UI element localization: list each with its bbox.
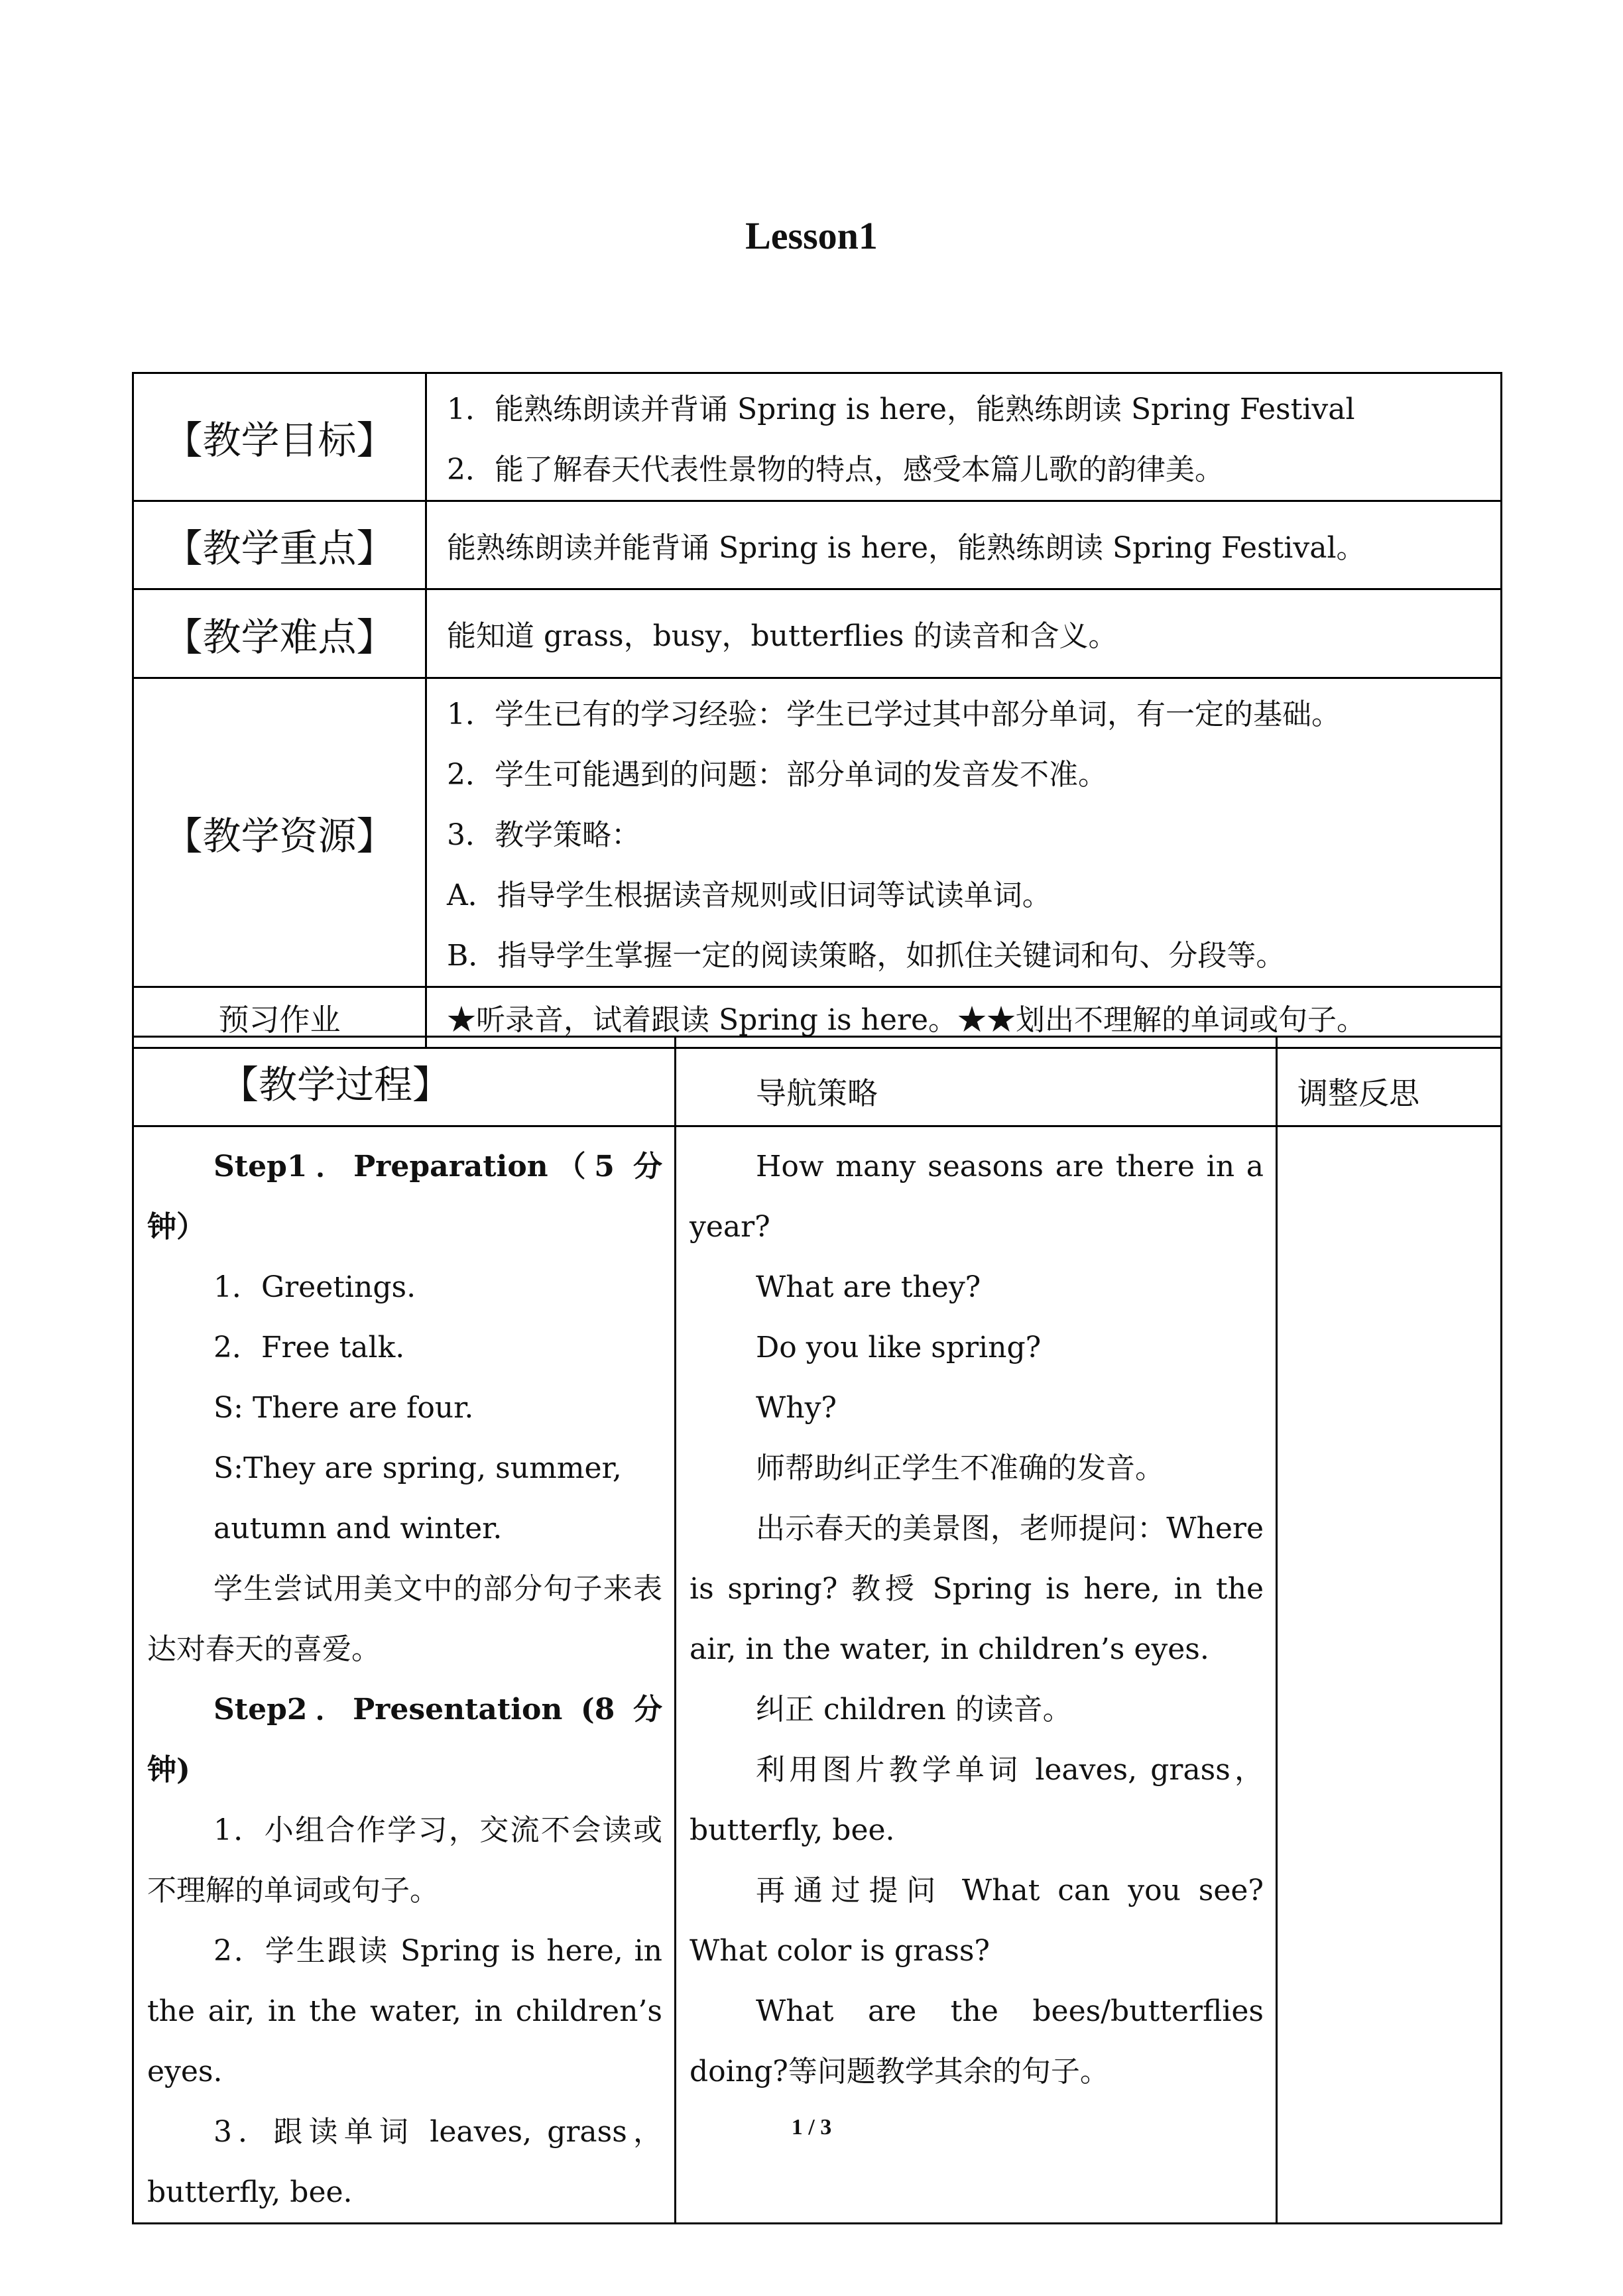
process-table	[132, 1036, 1502, 2224]
difficulty-label: 【教学难点】	[133, 589, 426, 678]
page-number: 1 / 3	[791, 2115, 832, 2140]
left-line: S:They are spring, summer,	[213, 1451, 622, 1485]
resources-label: 【教学资源】	[133, 678, 426, 987]
difficulty-line-1: 能知道 grass，busy，butterflies 的读音和含义。	[447, 619, 1118, 653]
goal-row	[133, 373, 1502, 501]
left-line: 1．小组合作学习，交流不会读或不理解的单词或句子。	[147, 1813, 662, 1907]
homework-label: 预习作业	[133, 987, 426, 1048]
resources-line-3: 3．教学策略：	[447, 818, 640, 852]
left-line: 学生尝试用美文中的部分句子来表达对春天的喜爱。	[147, 1572, 662, 1666]
step2-heading: Step2．Presentation (8 分钟)	[147, 1693, 662, 1787]
lesson-info-table	[132, 372, 1502, 1049]
middle-line: Do you like spring?	[756, 1331, 1042, 1364]
process-middle-cell	[676, 1126, 1277, 2224]
resources-line-1: 1．学生已有的学习经验：学生已学过其中部分单词，有一定的基础。	[447, 697, 1341, 731]
resources-line-5: B．指导学生掌握一定的阅读策略，如抓住关键词和句、分段等。	[447, 939, 1286, 973]
goal-line-1: 1．能熟练朗读并背诵 Spring is here，能熟练朗读 Spring Festival	[447, 393, 1355, 426]
middle-line: 师帮助纠正学生不准确的发音。	[756, 1451, 1164, 1485]
key-row	[133, 501, 1502, 589]
middle-line: 利用图片教学单词 leaves, grass，butterfly, bee.	[690, 1753, 1264, 1847]
resources-row	[133, 678, 1502, 987]
reflection-header: 调整反思	[1277, 1037, 1502, 1126]
left-line: 1．Greetings.	[213, 1270, 416, 1304]
process-header: 【教学过程】	[133, 1037, 676, 1126]
key-content	[426, 501, 1502, 589]
middle-line: What are they?	[756, 1270, 981, 1304]
step1-heading: Step1．Preparation（5 分钟）	[147, 1150, 662, 1244]
resources-line-4: A．指导学生根据读音规则或旧词等试读单词。	[447, 878, 1052, 912]
left-line: autumn and winter.	[213, 1512, 503, 1545]
process-header-row	[133, 1037, 1502, 1126]
left-line: 2．Free talk.	[213, 1331, 405, 1364]
middle-line: Why?	[756, 1391, 837, 1425]
difficulty-content	[426, 589, 1502, 678]
left-line: 3．跟读单词 leaves, grass，butterfly, bee.	[147, 2115, 662, 2209]
process-left-cell	[133, 1126, 676, 2224]
left-line: S: There are four.	[213, 1391, 474, 1425]
resources-content	[426, 678, 1502, 987]
page-title: Lesson1	[745, 214, 878, 257]
middle-line: 再通过提问 What can you see? What color is grass?	[690, 1874, 1264, 1968]
middle-line: What are the bees/butterflies doing?等问题教学其余的句子。	[690, 1994, 1264, 2088]
process-body-row	[133, 1126, 1502, 2224]
goal-line-2: 2．能了解春天代表性景物的特点，感受本篇儿歌的韵律美。	[447, 453, 1224, 487]
difficulty-row	[133, 589, 1502, 678]
resources-line-2: 2．学生可能遇到的问题：部分单词的发音发不准。	[447, 758, 1107, 792]
middle-line: How many seasons are there in a year?	[690, 1150, 1264, 1244]
key-label: 【教学重点】	[133, 501, 426, 589]
process-reflection-cell	[1277, 1126, 1502, 2224]
strategy-header: 导航策略	[676, 1037, 1277, 1126]
goal-label: 【教学目标】	[133, 373, 426, 501]
key-line-1: 能熟练朗读并能背诵 Spring is here，能熟练朗读 Spring Festival。	[447, 530, 1366, 565]
middle-line: 出示春天的美景图，老师提问：Where is spring? 教授 Spring is here, in the air, in the water, in children’s eyes.	[690, 1512, 1264, 1666]
homework-line-1: ★听录音，试着跟读 Spring is here。★★划出不理解的单词或句子。	[447, 1002, 1366, 1037]
left-line: 2．学生跟读 Spring is here, in the air, in the water, in children’s eyes.	[147, 1934, 662, 2088]
middle-line: 纠正 children 的读音。	[756, 1693, 1072, 1726]
goal-content	[426, 373, 1502, 501]
